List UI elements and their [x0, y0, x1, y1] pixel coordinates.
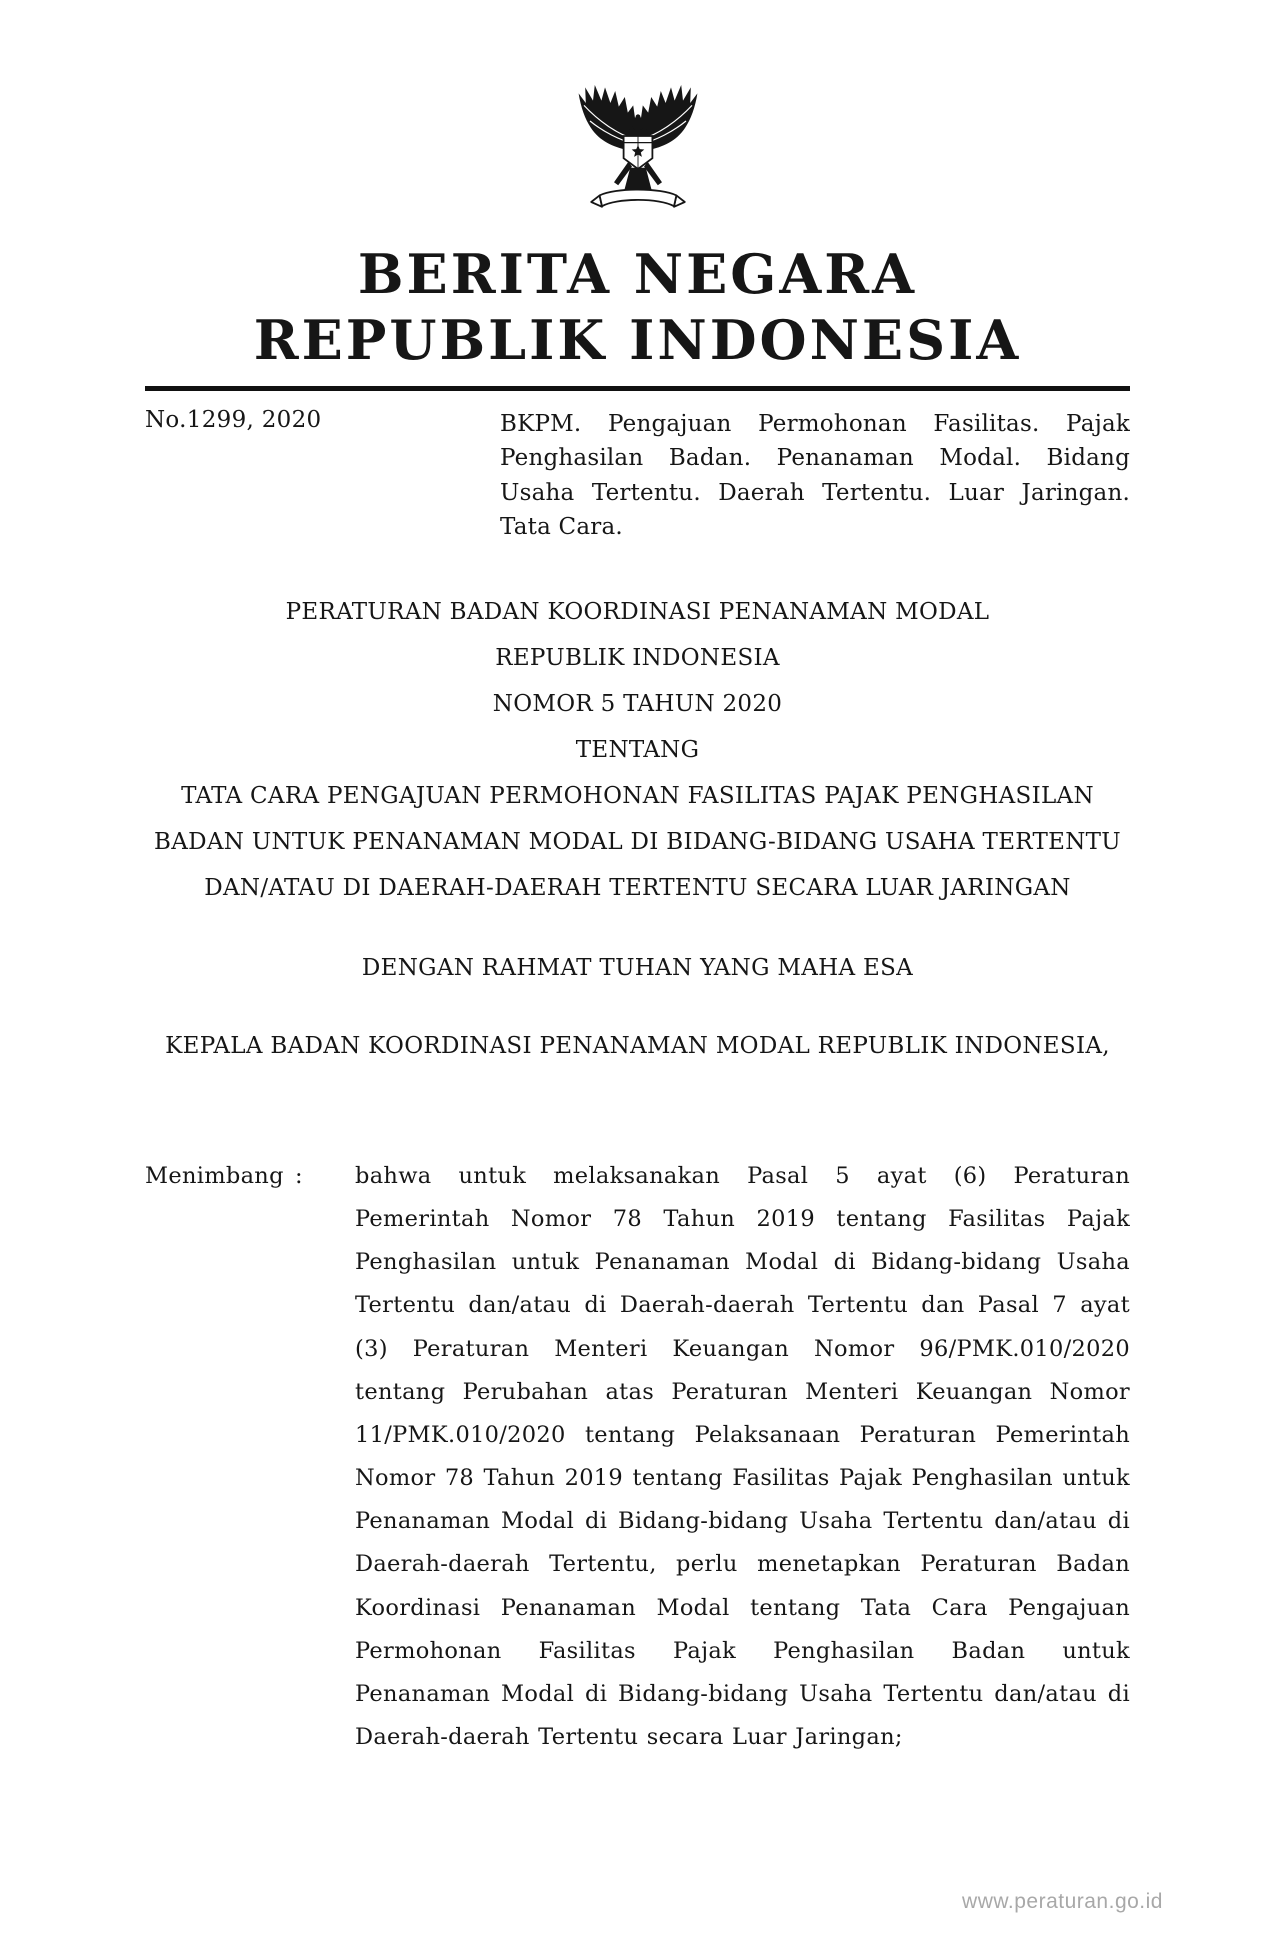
- enacting-official-line: KEPALA BADAN KOORDINASI PENANAMAN MODAL REPUBLIK INDONESIA,: [165, 1032, 1110, 1059]
- gazette-masthead: [145, 242, 1130, 374]
- considering-clause: [145, 1155, 1130, 1760]
- gazette-title-line1: BERITA NEGARA: [357, 242, 918, 306]
- regulation-heading: [145, 589, 1130, 773]
- page-footer: [962, 1890, 1163, 1914]
- regulation-number: NOMOR 5 TAHUN 2020: [492, 690, 783, 717]
- masthead-divider: [145, 386, 1130, 391]
- regulation-issuer-line1: PERATURAN BADAN KOORDINASI PENANAMAN MODAL: [285, 598, 990, 625]
- subject-abstract: BKPM. Pengajuan Permohonan Fasilitas. Pajak Penghasilan Badan. Penanaman Modal. Bidang Usaha Tertentu. Daerah Tertentu. Luar Jaringan. Tata Cara.: [500, 410, 1130, 541]
- garuda-pancasila-emblem-graphic: [572, 78, 704, 224]
- considering-body: bahwa untuk melaksanakan Pasal 5 ayat (6) Peraturan Pemerintah Nomor 78 Tahun 2019 tentang Fasilitas Pajak Penghasilan untuk Penanaman Modal di Bidang-bidang Usaha Tertentu dan/atau di Daerah-daerah Tertentu dan Pasal 7 ayat (3) Peraturan Menteri Keuangan Nomor 96/PMK.010/2020 tentang Perubahan atas Peraturan Menteri Keuangan Nomor 11/PMK.010/2020 tentang Pelaksanaan Peraturan Pemerintah Nomor 78 Tahun 2019 tentang Fasilitas Pajak Penghasilan untuk Penanaman Modal di Bidang-bidang Usaha Tertentu dan/atau di Daerah-daerah Tertentu, perlu menetapkan Peraturan Badan Koordinasi Penanaman Modal tentang Tata Cara Pengajuan Permohonan Fasilitas Pajak Penghasilan Badan untuk Penanaman Modal di Bidang-bidang Usaha Tertentu dan/atau di Daerah-daerah Tertentu secara Luar Jaringan;: [355, 1162, 1130, 1751]
- considering-separator: :: [295, 1162, 303, 1189]
- garuda-pancasila-emblem: [145, 78, 1130, 230]
- source-website: www.peraturan.go.id: [962, 1890, 1163, 1913]
- invocation-line: DENGAN RAHMAT TUHAN YANG MAHA ESA: [361, 954, 914, 981]
- regulation-issuer-line2: REPUBLIK INDONESIA: [495, 644, 780, 671]
- gazette-title-line2: REPUBLIK INDONESIA: [253, 307, 1022, 372]
- considering-label: Menimbang: [145, 1162, 284, 1189]
- issue-number: No.1299, 2020: [145, 406, 322, 433]
- masthead-row: [145, 407, 1130, 545]
- regulation-title: TATA CARA PENGAJUAN PERMOHONAN FASILITAS PAJAK PENGHASILAN BADAN UNTUK PENANAMAN MODAL DI BIDANG-BIDANG USAHA TERTENTU DAN/ATAU DI DAERAH-DAERAH TERTENTU SECARA LUAR JARINGAN: [154, 782, 1121, 901]
- regulation-about-label: TENTANG: [575, 736, 700, 763]
